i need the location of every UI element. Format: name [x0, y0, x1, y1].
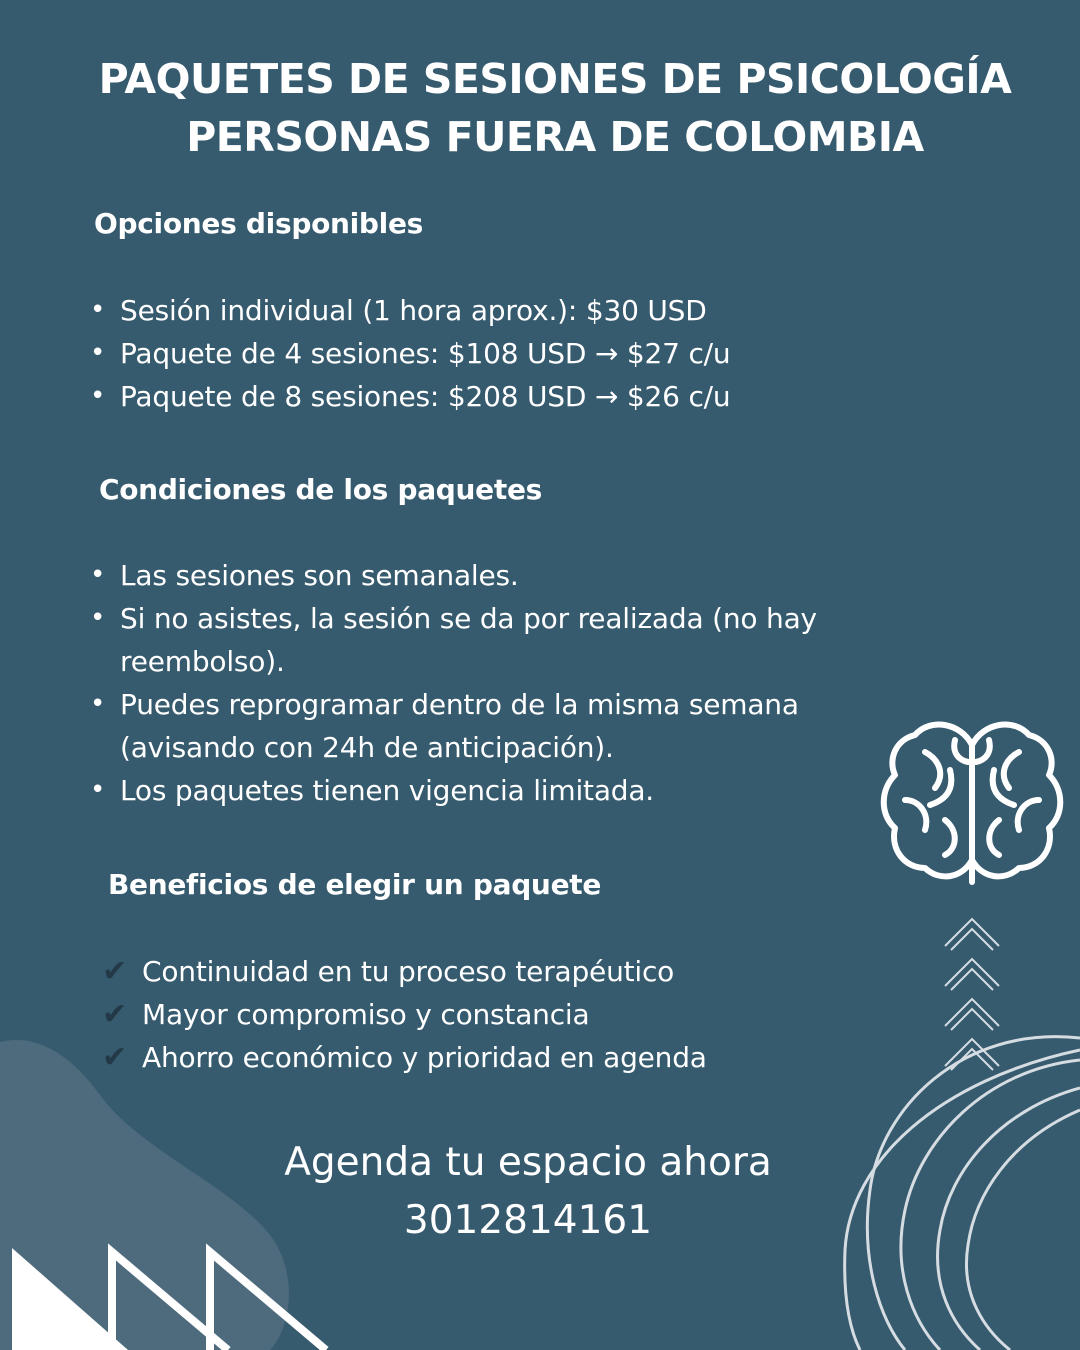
title-line-1: PAQUETES DE SESIONES DE PSICOLOGÍA	[98, 55, 1012, 103]
page-title	[0, 50, 1080, 166]
beneficios-list	[102, 950, 862, 1079]
list-item	[88, 332, 888, 375]
condiciones-list	[88, 554, 903, 812]
list-item	[102, 1036, 862, 1079]
check-mark-icon: ✔	[102, 954, 127, 989]
list-item	[88, 683, 903, 769]
phone-number[interactable]: 3012814161	[403, 1198, 653, 1243]
list-item	[88, 597, 903, 683]
opciones-list	[88, 289, 888, 418]
opcion-text: Paquete de 8 sesiones: $208 USD → $26 c/u	[120, 380, 731, 413]
opciones-heading: Opciones disponibles	[94, 207, 424, 240]
bullet-icon: •	[90, 689, 106, 719]
beneficio-text: Ahorro económico y prioridad en agenda	[142, 1041, 707, 1074]
condicion-text: Los paquetes tienen vigencia limitada.	[120, 774, 655, 807]
condicion-text: Si no asistes, la sesión se da por realizada (no hay reembolso).	[120, 602, 817, 678]
list-item	[88, 289, 888, 332]
beneficio-text: Continuidad en tu proceso terapéutico	[142, 955, 675, 988]
condicion-text: Puedes reprogramar dentro de la misma semana (avisando con 24h de anticipación).	[120, 688, 799, 764]
opcion-text: Paquete de 4 sesiones: $108 USD → $27 c/u	[120, 337, 731, 370]
bullet-icon: •	[90, 603, 106, 633]
beneficio-text: Mayor compromiso y constancia	[142, 998, 590, 1031]
check-mark-icon: ✔	[102, 1040, 127, 1075]
beneficios-heading: Beneficios de elegir un paquete	[108, 868, 602, 901]
bullet-icon: •	[90, 338, 106, 368]
condiciones-heading: Condiciones de los paquetes	[99, 473, 543, 506]
bullet-icon: •	[90, 560, 106, 590]
title-line-2: PERSONAS FUERA DE COLOMBIA	[186, 113, 924, 161]
list-item	[88, 769, 903, 812]
opcion-text: Sesión individual (1 hora aprox.): $30 USD	[120, 294, 707, 327]
bullet-icon: •	[90, 295, 106, 325]
cta-text: Agenda tu espacio ahora	[284, 1140, 772, 1185]
brain-icon	[884, 725, 1061, 882]
list-item	[88, 554, 903, 597]
list-item	[102, 993, 862, 1036]
check-mark-icon: ✔	[102, 997, 127, 1032]
list-item	[102, 950, 862, 993]
condicion-text: Las sesiones son semanales.	[120, 559, 519, 592]
list-item	[88, 375, 888, 418]
bullet-icon: •	[90, 381, 106, 411]
bullet-icon: •	[90, 775, 106, 805]
